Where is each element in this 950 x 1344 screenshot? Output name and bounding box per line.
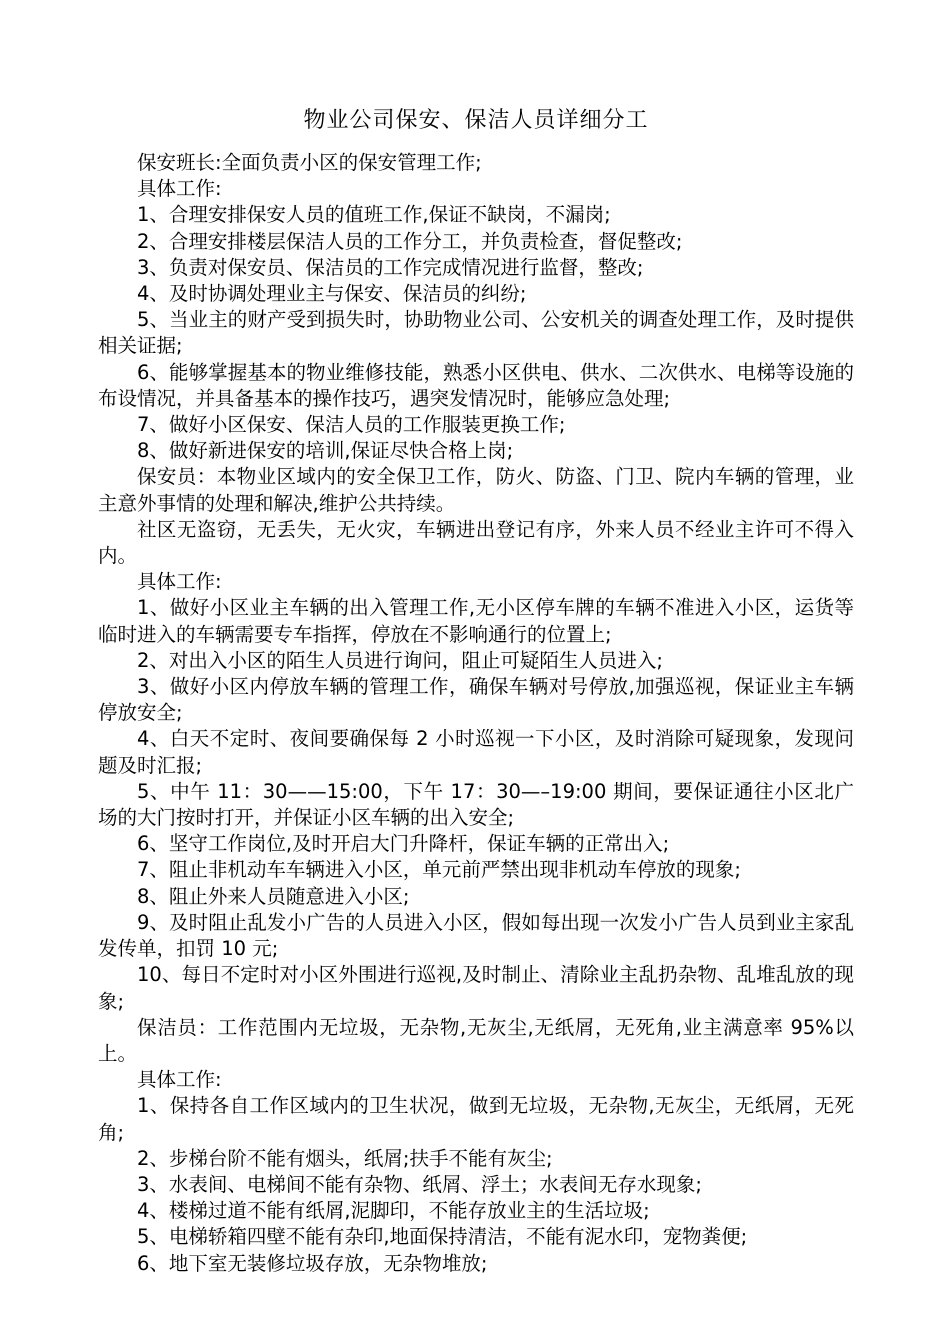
paragraph: 2、合理安排楼层保洁人员的工作分工，并负责检查，督促整改; — [137, 229, 683, 253]
paragraph: 具体工作: — [137, 570, 222, 594]
paragraph: 10、每日不定时对小区外围进行巡视,及时制止、清除业主乱扔杂物、乱堆乱放的现象; — [98, 963, 854, 1013]
paragraph: 4、白天不定时、夜间要确保每 2 小时巡视一下小区，及时消除可疑现象，发现问题及时汇报; — [98, 727, 854, 777]
paragraph: 6、能够掌握基本的物业维修技能，熟悉小区供电、供水、二次供水、电梯等设施的布设情况，并具备基本的操作技巧，遇突发情况时，能够应急处理; — [98, 360, 854, 410]
paragraph: 2、对出入小区的陌生人员进行询问，阻止可疑陌生人员进入; — [137, 648, 663, 672]
paragraph: 4、及时协调处理业主与保安、保洁员的纠纷; — [137, 282, 527, 306]
paragraph: 7、做好小区保安、保洁人员的工作服装更换工作; — [137, 413, 566, 437]
paragraph: 保安员：本物业区域内的安全保卫工作，防火、防盗、门卫、院内车辆的管理，业主意外事情的处理和解决,维护公共持续。 — [98, 465, 854, 515]
paragraph: 9、及时阻止乱发小广告的人员进入小区，假如每出现一次发小广告人员到业主家乱发传单，扣罚 10 元; — [98, 910, 854, 961]
paragraph: 社区无盗窃，无丢失，无火灾，车辆进出登记有序，外来人员不经业主许可不得入内。 — [98, 517, 854, 568]
document-page — [98, 106, 854, 1277]
document-title: 物业公司保安、保洁人员详细分工 — [303, 108, 649, 133]
paragraph: 具体工作: — [137, 177, 222, 201]
paragraph: 4、楼梯过道不能有纸屑,泥脚印，不能存放业主的生活垃圾; — [137, 1199, 650, 1223]
paragraph: 1、做好小区业主车辆的出入管理工作,无小区停车牌的车辆不准进入小区，运货等临时进入的车辆需要专车指挥，停放在不影响通行的位置上; — [98, 596, 854, 646]
paragraph: 1、保持各自工作区域内的卫生状况，做到无垃圾，无杂物,无灰尘，无纸屑，无死角; — [98, 1094, 854, 1144]
paragraph: 1、合理安排保安人员的值班工作,保证不缺岗，不漏岗; — [137, 203, 611, 227]
paragraph: 3、负责对保安员、保洁员的工作完成情况进行监督，整改; — [137, 255, 644, 279]
paragraph: 8、做好新进保安的培训,保证尽快合格上岗; — [137, 439, 514, 463]
paragraph: 3、做好小区内停放车辆的管理工作，确保车辆对号停放,加强巡视，保证业主车辆停放安全; — [98, 675, 854, 725]
paragraph: 保安班长:全面负责小区的保安管理工作; — [137, 151, 482, 174]
paragraph: 6、坚守工作岗位,及时开启大门升降杆，保证车辆的正常出入; — [137, 832, 670, 856]
paragraph: 2、步梯台阶不能有烟头，纸屑;扶手不能有灰尘; — [137, 1146, 553, 1170]
paragraph: 5、电梯轿箱四壁不能有杂印,地面保持清洁，不能有泥水印，宠物粪便; — [137, 1225, 748, 1249]
paragraph: 6、地下室无装修垃圾存放，无杂物堆放; — [137, 1251, 488, 1275]
paragraph: 具体工作: — [137, 1068, 222, 1092]
paragraph: 保洁员：工作范围内无垃圾，无杂物,无灰尘,无纸屑，无死角,业主满意率 95%以上。 — [98, 1015, 854, 1065]
document-body — [98, 150, 854, 1277]
paragraph: 8、阻止外来人员随意进入小区; — [137, 884, 410, 908]
paragraph: 5、当业主的财产受到损失时，协助物业公司、公安机关的调查处理工作，及时提供相关证据; — [98, 308, 854, 358]
paragraph: 7、阻止非机动车车辆进入小区，单元前严禁出现非机动车停放的现象; — [137, 858, 741, 882]
paragraph: 3、水表间、电梯间不能有杂物、纸屑、浮土；水表间无存水现象; — [137, 1172, 702, 1196]
paragraph: 5、中午 11：30——15:00，下午 17：30—–19:00 期间，要保证通往小区北广场的大门按时打开，并保证小区车辆的出入安全; — [98, 779, 854, 830]
